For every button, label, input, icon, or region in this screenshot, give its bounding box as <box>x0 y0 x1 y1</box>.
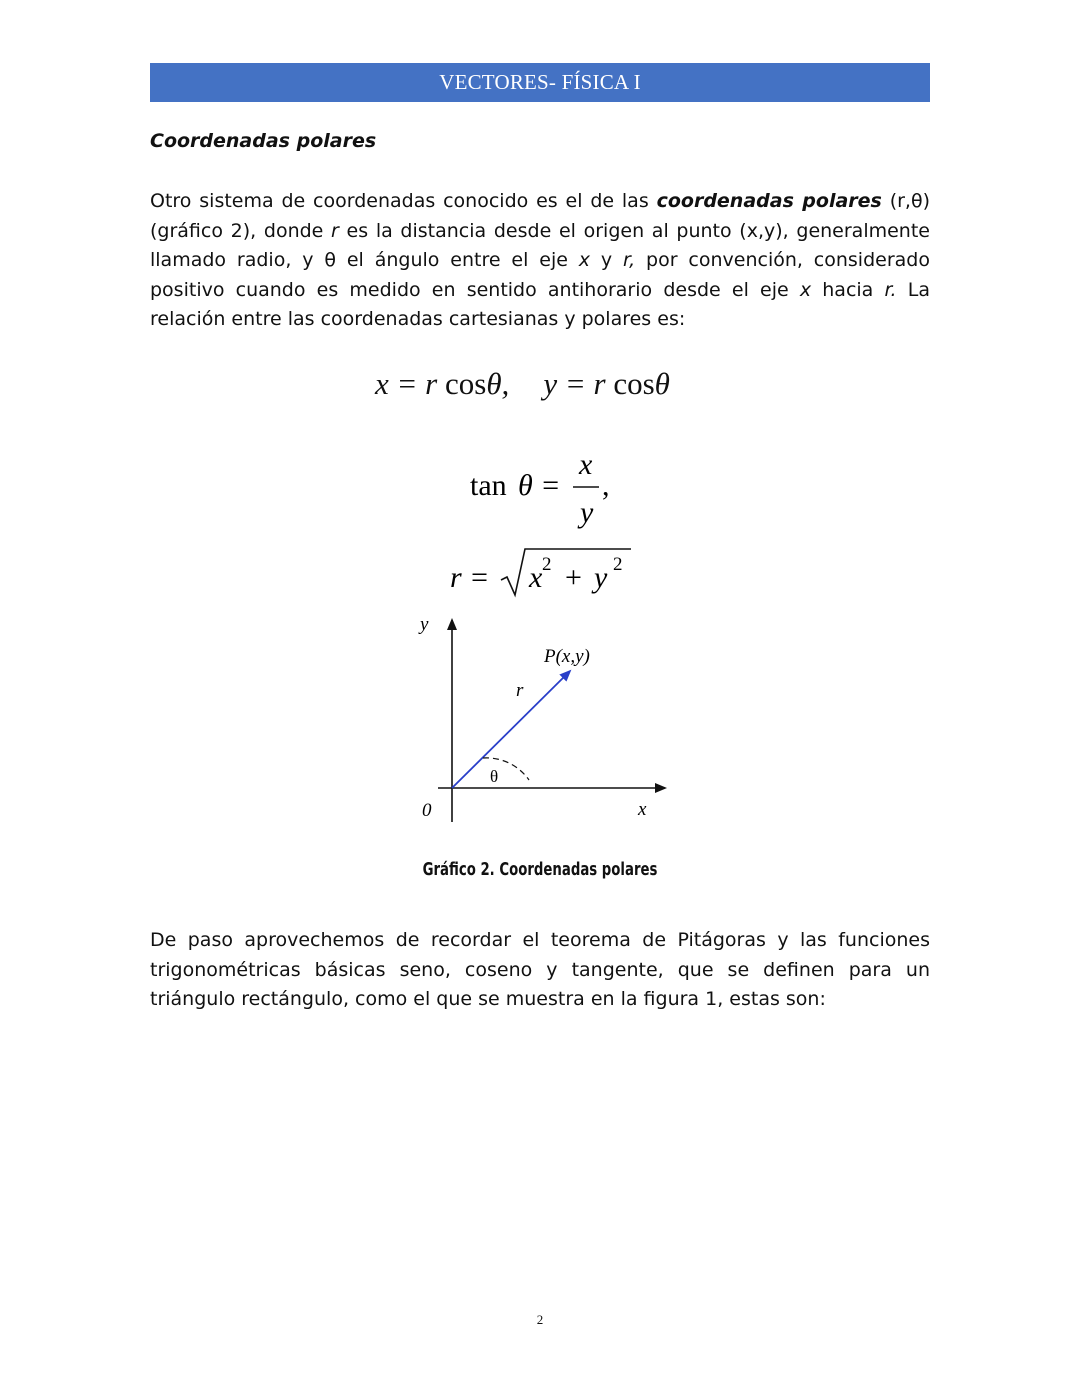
x-axis-label: x <box>638 799 647 820</box>
paragraph-pythagoras: De paso aprovechemos de recordar el teorema de Pitágoras y las funciones trigonométricas básicas seno, coseno y tangente, que se definen para un triángulo rectángulo, como el que se muestra en la figura 1, estas son: <box>150 929 930 1011</box>
eq2-comma: , <box>602 469 610 502</box>
p1-var-r: r <box>331 219 339 242</box>
eq2-numerator: x <box>579 448 593 481</box>
eq2-denominator: y <box>580 496 594 529</box>
point-label: P(x,y) <box>544 646 590 667</box>
angle-label: θ <box>490 767 499 786</box>
p1-text-6: hacia <box>811 278 885 301</box>
eq1-left: x = r <box>375 366 438 401</box>
vector-label: r <box>516 680 524 701</box>
eq1-theta2: θ <box>654 366 670 401</box>
section-title: Coordenadas polares <box>150 130 377 152</box>
origin-label: 0 <box>422 800 432 821</box>
eq2-tan: tan <box>470 469 507 502</box>
polar-coordinates-figure <box>400 610 680 830</box>
p1-var-x: x <box>578 249 591 272</box>
p1-text-2: (r,θ) (gráfico 2), donde <box>150 190 930 242</box>
vector-r <box>452 671 570 788</box>
paragraph-polar-intro <box>150 187 930 335</box>
p1-text-7: La relación entre las coordenadas cartesianas y polares es: <box>150 278 930 331</box>
page-number: 2 <box>536 1312 544 1327</box>
p1-text-4: y <box>590 249 624 272</box>
equation-r-magnitude <box>445 540 645 605</box>
p1-text-1: Otro sistema de coordenadas conocido es el de las <box>150 190 657 212</box>
eq3-y-exp: 2 <box>613 554 623 575</box>
eq1-theta1: θ, <box>486 366 510 401</box>
eq1-cos2: cos <box>613 366 655 401</box>
p1-bold-term: coordenadas polares <box>656 190 882 212</box>
eq3-x-exp: 2 <box>542 554 552 575</box>
header-title: VECTORES- FÍSICA I <box>439 70 641 94</box>
equation-x-y-polar <box>375 366 670 402</box>
p1-var-r2: r, <box>623 249 636 272</box>
eq1-cos1: cos <box>445 366 487 401</box>
equation-tan-theta <box>460 445 630 535</box>
y-axis-label: y <box>420 614 429 635</box>
eq2-theta: θ = <box>518 469 561 502</box>
p1-text-3: es la distancia desde el origen al punto (x,y), generalmente llamado radio, y θ el ángulo entre el eje <box>150 219 930 272</box>
eq1-right: y = r <box>543 366 606 401</box>
p1-var-r3: r. <box>884 278 897 301</box>
eq3-r: r = <box>450 561 490 594</box>
document-header <box>150 63 930 102</box>
eq3-plus: + <box>565 561 582 594</box>
figure-caption: Gráfico 2. Coordenadas polares <box>422 859 658 880</box>
p1-var-x2: x <box>799 278 812 301</box>
eq3-y: y <box>594 561 608 594</box>
p1-text-5: por convención, considerado positivo cuando es medido en sentido antihorario desde el eje <box>150 249 930 301</box>
eq3-x: x <box>529 561 543 594</box>
